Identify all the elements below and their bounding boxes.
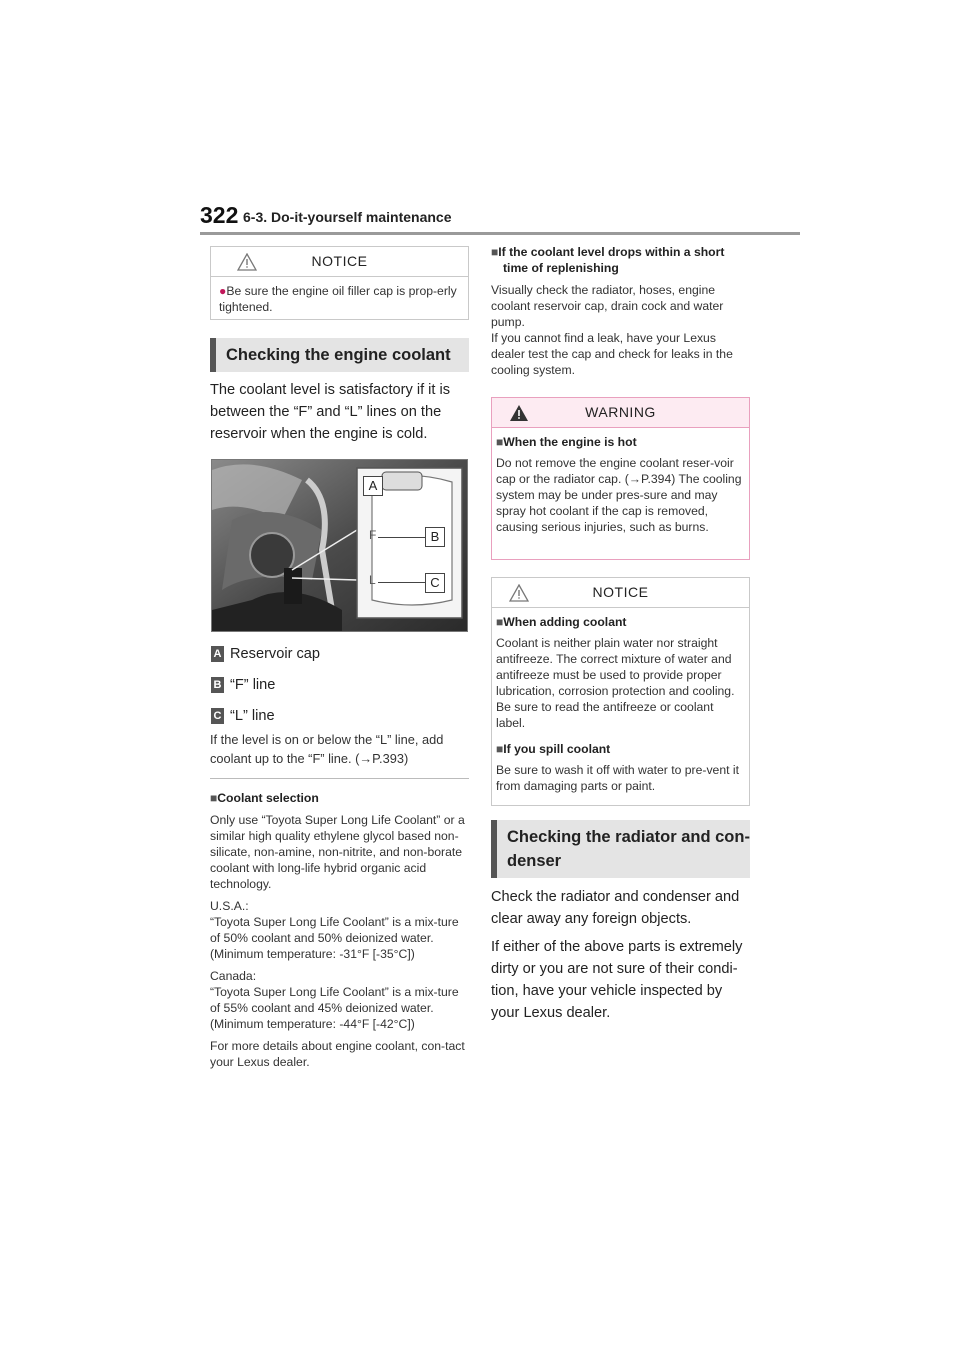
callout-a: A <box>363 476 383 496</box>
more-details: For more details about engine coolant, con-tact your Lexus dealer. <box>210 1039 465 1069</box>
coolant-intro: The coolant level is satisfactory if it is between the “F” and “L” lines on the reservoir when the engine is cold. <box>210 382 451 442</box>
header-rule <box>200 232 800 235</box>
notice-box <box>210 246 469 320</box>
coolant-selection-p1: Only use “Toyota Super Long Life Coolant” or a similar high quality ethylene glycol based non-silicate, non-amine, non-nitrite, and non-borate coolant with long-life hybrid organic acid technology. <box>210 813 465 891</box>
warning-header <box>492 398 749 428</box>
warning-body <box>492 428 749 535</box>
notice2-header <box>492 578 749 608</box>
coolant-selection <box>210 790 470 1070</box>
label-c-icon: C <box>211 708 224 724</box>
notice2-sub2: ■If you spill coolant <box>496 742 611 756</box>
canada-label: Canada: <box>210 969 257 983</box>
callout-b: B <box>425 527 445 547</box>
l-line <box>378 582 425 583</box>
radiator-p2: If either of the above parts is extremely dirty or you are not sure of their condi-tion, have your vehicle inspected by your Lexus dealer. <box>491 939 743 1021</box>
square-bullet-icon: ■ <box>496 435 504 449</box>
callout-c: C <box>425 573 445 593</box>
legend-a: A Reservoir cap <box>211 643 320 665</box>
f-line <box>378 537 425 538</box>
warning-box <box>491 397 750 560</box>
square-bullet-icon: ■ <box>491 245 499 259</box>
usa-label: U.S.A.: <box>210 899 249 913</box>
coolant-selection-title: ■Coolant selection <box>210 791 319 805</box>
label-a-icon: A <box>211 646 224 662</box>
usa-text: “Toyota Super Long Life Coolant” is a mix-ture of 50% coolant and 50% deionized water. (Minimum temperature: -31°F [-35°C]) <box>210 915 459 961</box>
section-title: 6-3. Do-it-yourself maintenance <box>243 209 452 225</box>
coolant-heading: Checking the engine coolant <box>210 338 469 372</box>
notice2-box <box>491 577 750 806</box>
notice2-body <box>492 608 749 794</box>
bullet-icon: ● <box>219 284 227 298</box>
warning-text: Do not remove the engine coolant reser-voir cap or the radiator cap. (→P.394) The cooling system may be under pres-sure and may spray hot coolant if the cap is removed, causing serious injuries, such as burns. <box>496 456 742 534</box>
notice2-sub1: ■When adding coolant <box>496 615 627 629</box>
notice-item: ●Be sure the engine oil filler cap is prop-erly tightened. <box>219 284 457 314</box>
canada-text: “Toyota Super Long Life Coolant” is a mix-ture of 55% coolant and 45% deionized water. (Minimum temperature: -44°F [-42°C]) <box>210 985 459 1031</box>
radiator-heading: Checking the radiator and con-denser <box>491 820 750 878</box>
drop-text1: Visually check the radiator, hoses, engine coolant reservoir cap, drain cock and water pump. <box>491 283 724 329</box>
coolant-drop-section <box>491 244 751 378</box>
radiator-p1: Check the radiator and condenser and clear away any foreign objects. <box>491 889 740 927</box>
drop-title: ■If the coolant level drops within a short time of replenishing <box>491 245 725 275</box>
label-b-icon: B <box>211 677 224 693</box>
legend-c: C “L” line <box>211 705 275 727</box>
drop-text2: If you cannot find a leak, have your Lexus dealer test the cap and check for leaks in the cooling system. <box>491 331 733 377</box>
notice2-text1: Coolant is neither plain water nor straight antifreeze. The correct mixture of water and antifreeze must be used to provide proper lubrication, corrosion protection and cooling. Be sure to read the antifreeze or coolant label. <box>496 636 735 730</box>
notice2-text2: Be sure to wash it off with water to pre-vent it from damaging parts or paint. <box>496 763 739 793</box>
engine-bay-figure <box>211 459 468 632</box>
square-bullet-icon: ■ <box>210 791 218 805</box>
warning-sub: ■When the engine is hot <box>496 435 637 449</box>
f-mark: F <box>369 528 377 542</box>
page-number: 322 <box>200 202 239 228</box>
l-mark: L <box>369 573 376 587</box>
legend-b: B “F” line <box>211 674 275 696</box>
notice2-title: NOTICE <box>592 584 649 600</box>
notice-title: NOTICE <box>311 253 368 269</box>
notice-header <box>211 247 468 277</box>
level-note: If the level is on or below the “L” line, add coolant up to the “F” line. (→P.393) <box>210 732 444 766</box>
square-bullet-icon: ■ <box>496 742 504 756</box>
section-divider <box>210 778 469 779</box>
warning-title: WARNING <box>585 404 656 420</box>
square-bullet-icon: ■ <box>496 615 504 629</box>
